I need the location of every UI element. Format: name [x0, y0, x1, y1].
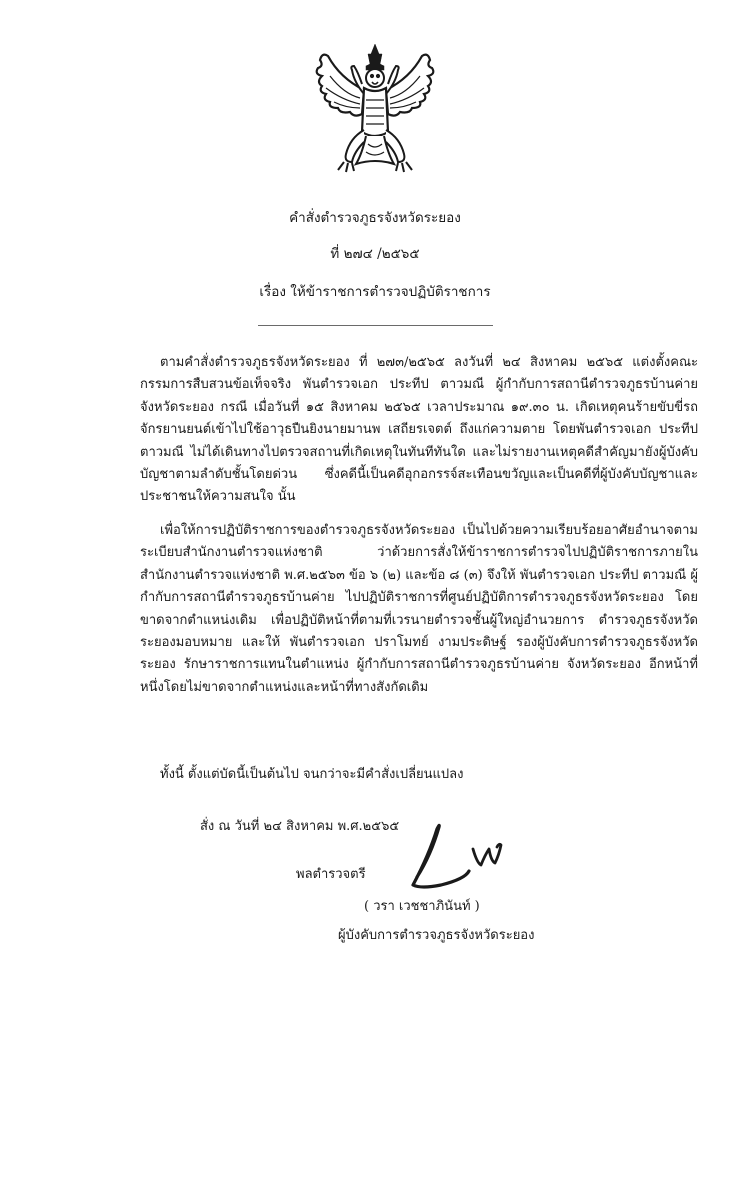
body-paragraph-1: ตามคำสั่งตำรวจภูธรจังหวัดระยอง ที่ ๒๗๓/๒๕๖๕ ลงวันที่ ๒๔ สิงหาคม ๒๕๖๕ แต่งตั้งคณะกรรมการสืบสวนข้อเท็จจริง พันตำรวจเอก ประทีป ตาวมณี ผู้กำกับการสถานีตำรวจภูธรบ้านค่าย จังหวัดระยอง กรณี เมื่อวันที่ ๑๕ สิงหาคม ๒๕๖๕ เวลาประมาณ ๑๙.๓๐ น. เกิดเหตุคนร้ายขับขี่รถจักรยานยนต์เข้าไปใช้อาวุธปืนยิงนายมานพ เสถียรเจตต์ ถึงแก่ความตาย โดยพันตำรวจเอก ประทีป ตาวมณี ไม่ได้เดินทางไปตรวจสถานที่เกิดเหตุในทันทีทันใด และไม่รายงานเหตุคดีสำคัญมายังผู้บังคับบัญชาตามลำดับชั้นโดยด่วน ซึ่งคดีนี้เป็นคดีอุกอกรรจ์สะเทือนขวัญและเป็นคดีที่ผู้บังคับบัญชาและประชาชนให้ความสนใจ นั้น	[140, 355, 698, 505]
handwritten-signature-icon	[395, 815, 535, 895]
order-number: ที่ ๒๗๔ /๒๕๖๕	[330, 246, 420, 262]
signatory-position: ผู้บังคับการตำรวจภูธรจังหวัดระยอง	[338, 928, 535, 943]
body-paragraph-2: เพื่อให้การปฏิบัติราชการของตำรวจภูธรจังหวัดระยอง เป็นไปด้วยความเรียบร้อยอาศัยอำนาจตามระเบียบสำนักงานตำรวจแห่งชาติ ว่าด้วยการสั่งให้ข้าราชการตำรวจไปปฏิบัติราชการภายในสำนักงานตำรวจแห่งชาติ พ.ศ.๒๕๖๓ ข้อ ๖ (๒) และข้อ ๘ (๓) จึงให้ พันตำรวจเอก ประทีป ตาวมณี ผู้กำกับการสถานีตำรวจภูธรบ้านค่าย ไปปฏิบัติราชการที่ศูนย์ปฏิบัติการตำรวจภูธรจังหวัดระยอง โดยขาดจากตำแหน่งเดิม เพื่อปฏิบัติหน้าที่ตามที่เวรนายตำรวจชั้นผู้ใหญ่อำนวยการ ตำรวจภูธรจังหวัดระยองมอบหมาย และให้ พันตำรวจเอก ปราโมทย์ งามประดิษฐ์ รองผู้บังคับการตำรวจภูธรจังหวัดระยอง รักษาราชการแทนในตำแหน่ง ผู้กำกับการสถานีตำรวจภูธรบ้านค่าย จังหวัดระยอง อีกหน้าที่หนึ่งโดยไม่ขาดจากตำแหน่งและหน้าที่ทางสังกัดเดิม	[140, 523, 698, 695]
order-title: คำสั่งตำรวจภูธรจังหวัดระยอง	[289, 210, 461, 226]
signatory-name: ( วรา เวชชาภินันท์ )	[364, 899, 480, 914]
garuda-emblem-icon	[300, 42, 450, 182]
order-date: สั่ง ณ วันที่ ๒๔ สิงหาคม พ.ศ.๒๕๖๕	[200, 819, 400, 834]
signatory-rank: พลตำรวจตรี	[296, 867, 366, 882]
order-subject: เรื่อง ให้ข้าราชการตำรวจปฏิบัติราชการ	[259, 284, 491, 300]
header-divider	[258, 325, 493, 326]
effective-statement: ทั้งนี้ ตั้งแต่บัดนี้เป็นต้นไป จนกว่าจะมีคำสั่งเปลี่ยนแปลง	[160, 767, 464, 782]
